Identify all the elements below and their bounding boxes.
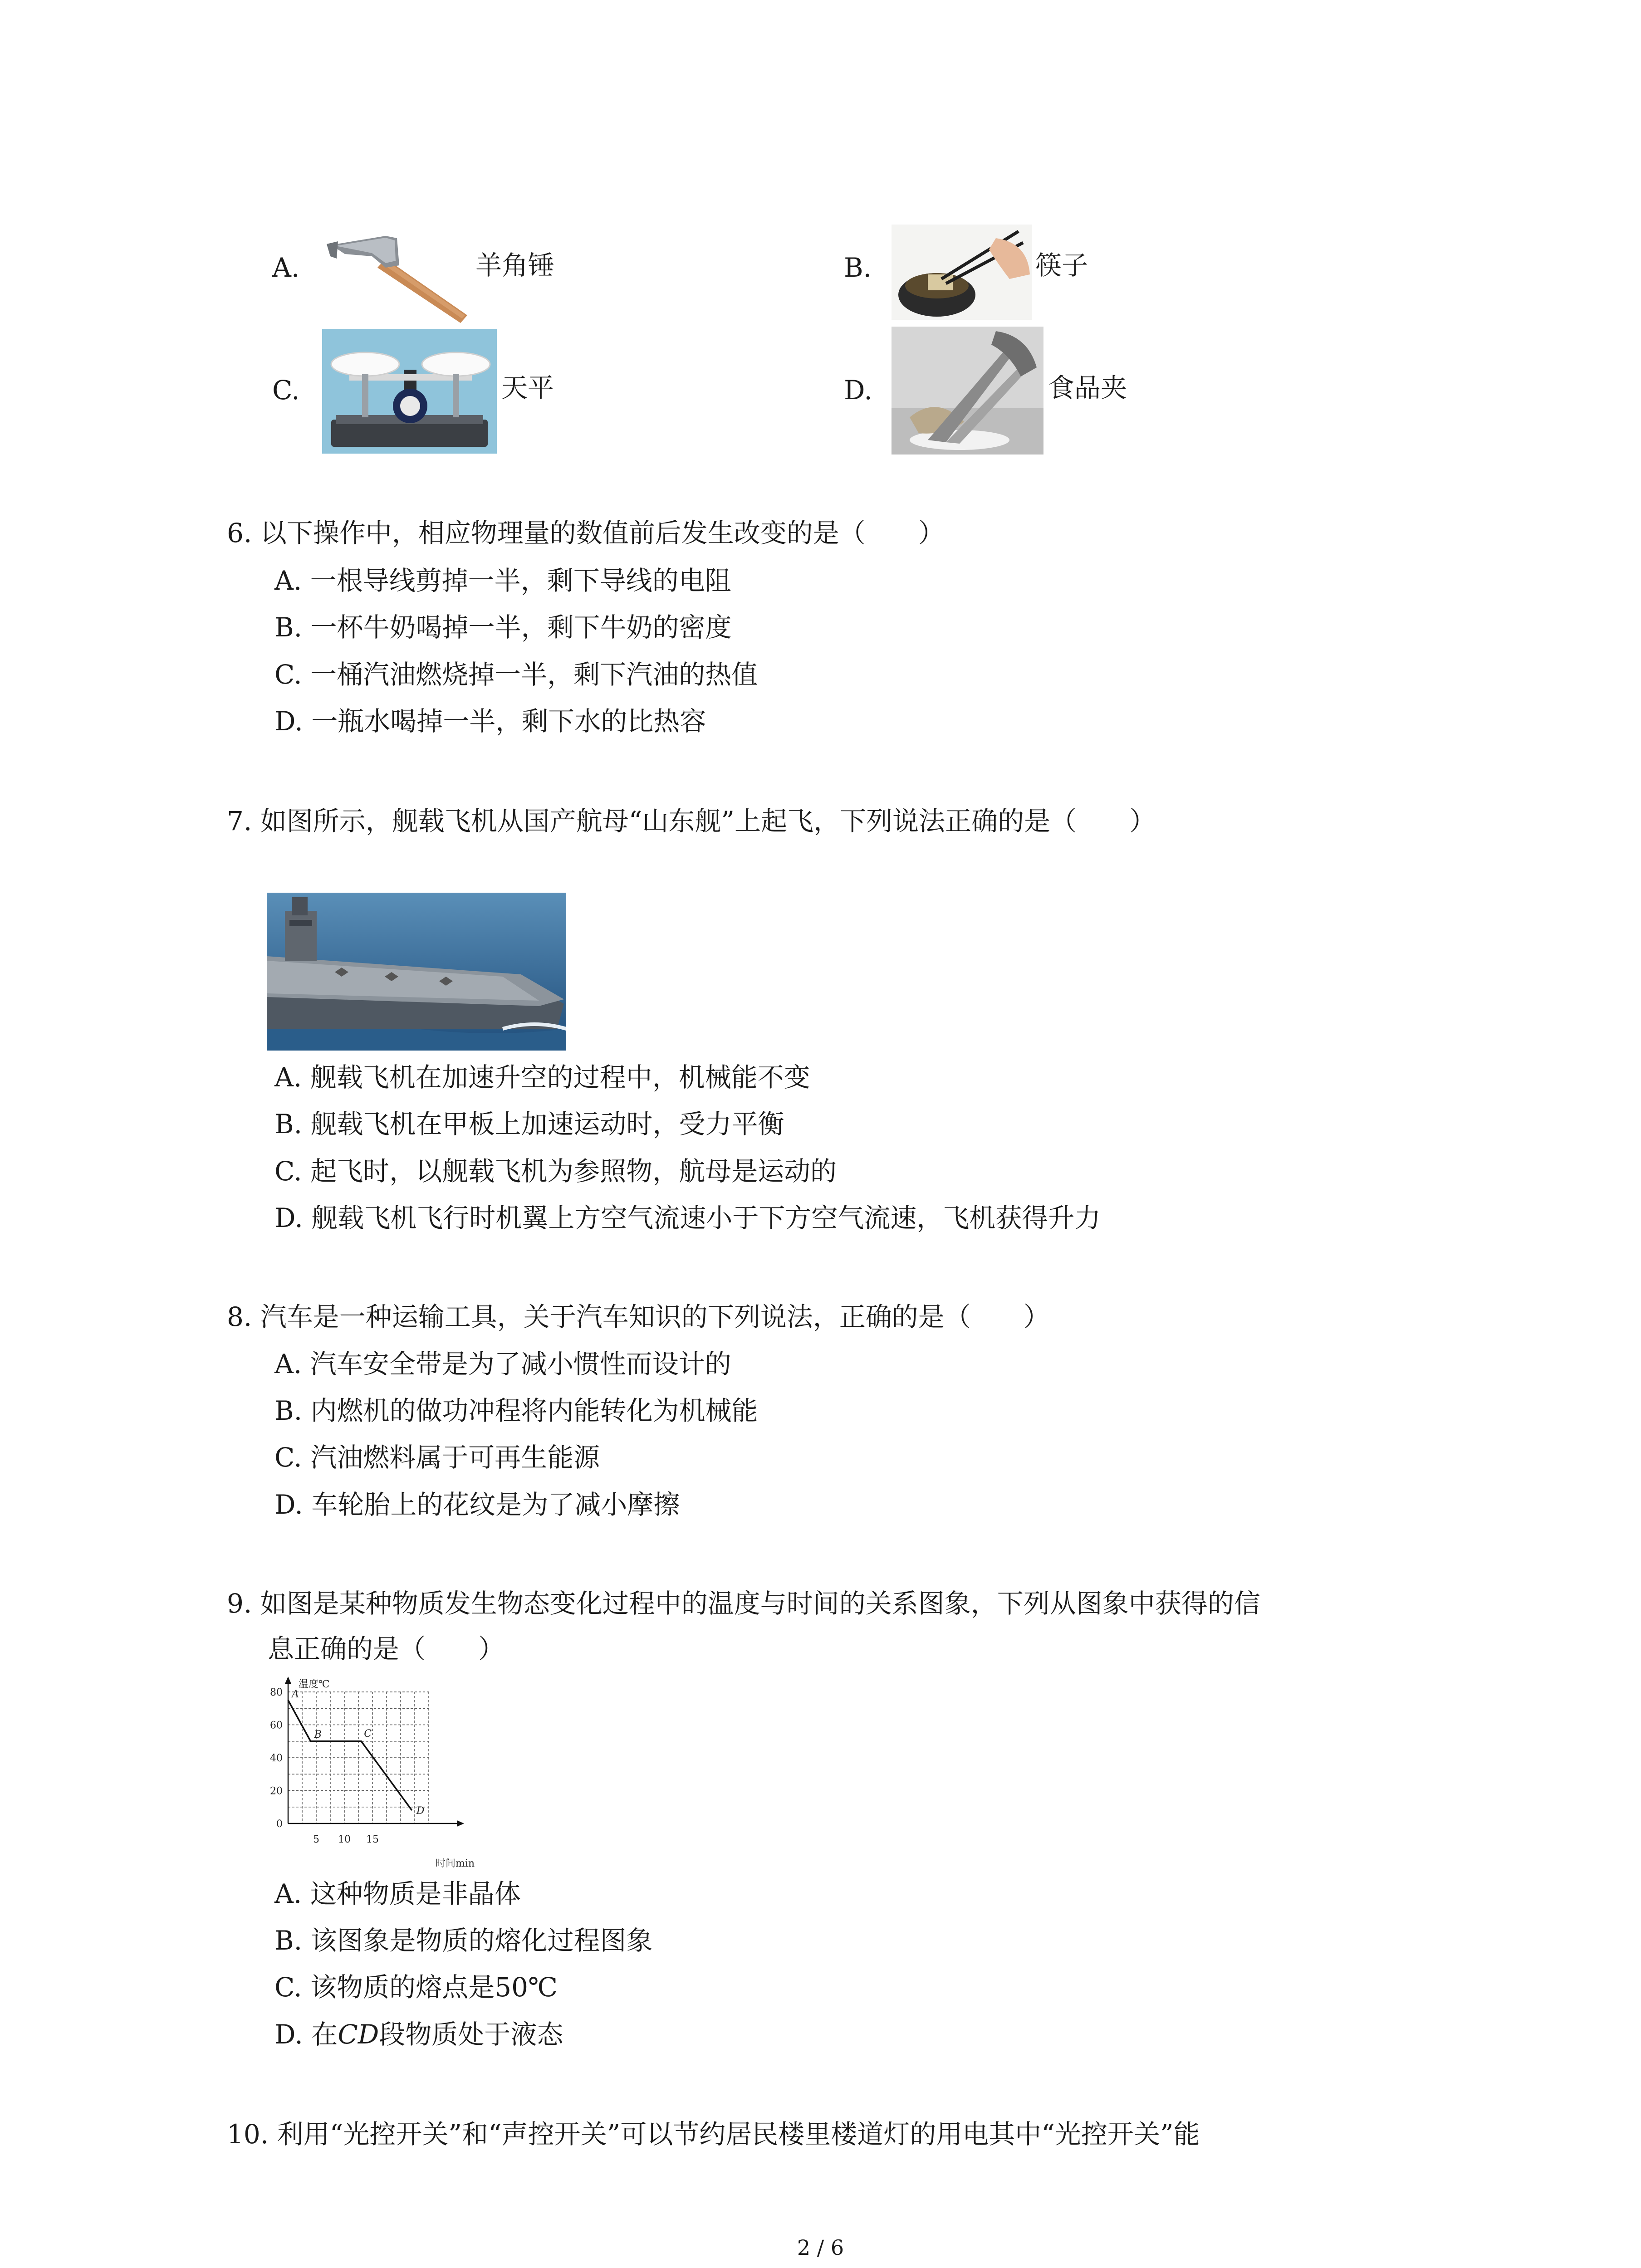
answer-option: B. 该图象是物质的熔化过程图象	[274, 1925, 653, 1956]
answer-option: A. 一根导线剪掉一半，剩下导线的电阻	[274, 565, 731, 596]
answer-option: A. 汽车安全带是为了减小惯性而设计的	[274, 1349, 731, 1379]
q5-option-letter: D.	[844, 375, 872, 406]
question-stem: 6. 以下操作中，相应物理量的数值前后发生改变的是（ ）	[227, 518, 945, 548]
page-number: 2 / 6	[797, 2235, 844, 2260]
answer-option: D. 一瓶水喝掉一半，剩下水的比热容	[274, 706, 706, 737]
x-tick-label: 15	[366, 1834, 379, 1845]
question-stem: 10. 利用“光控开关”和“声控开关”可以节约居民楼里楼道灯的用电其中“光控开关”能	[227, 2119, 1200, 2150]
question-stem-continued: 息正确的是（ ）	[268, 1633, 505, 1664]
answer-option: C. 汽油燃料属于可再生能源	[274, 1442, 600, 1473]
point-label-d: D	[416, 1805, 425, 1817]
q5-option-label: 天平	[501, 372, 554, 403]
answer-option: B. 内燃机的做功冲程将内能转化为机械能	[274, 1395, 758, 1426]
chart-svg	[254, 1674, 508, 1873]
q5-option-letter: B.	[844, 252, 872, 283]
answer-option: B. 一杯牛奶喝掉一半，剩下牛奶的密度	[274, 612, 732, 643]
answer-option: A. 舰载飞机在加速升空的过程中，机械能不变	[274, 1062, 810, 1093]
answer-option: C. 该物质的熔点是50℃	[274, 1972, 558, 2003]
x-tick-label: 10	[338, 1834, 351, 1845]
x-axis-title: 时间min	[436, 1858, 475, 1869]
y-tick-labels	[270, 1687, 283, 1830]
y-axis-arrow	[285, 1677, 291, 1684]
temperature-curve	[288, 1700, 412, 1810]
q5-option-letter: C.	[272, 375, 300, 406]
point-label-c: C	[364, 1728, 372, 1740]
option-suffix: 段物质处于液态	[379, 2019, 563, 2050]
y-tick-label: 80	[270, 1687, 283, 1698]
hammer-image	[318, 218, 472, 327]
answer-option: C. 起飞时，以舰载飞机为参照物，航母是运动的	[274, 1156, 837, 1187]
x-tick-label: 5	[313, 1834, 319, 1845]
y-tick-label: 20	[270, 1785, 283, 1797]
chart-axes	[285, 1677, 464, 1827]
point-labels	[291, 1689, 425, 1817]
point-label-b: B	[314, 1729, 322, 1740]
chart-series	[288, 1700, 412, 1810]
y-tick-label: 60	[270, 1720, 283, 1731]
q5-option-letter: A.	[272, 252, 300, 283]
q5-option-label: 羊角锤	[475, 250, 555, 281]
answer-option: C. 一桶汽油燃烧掉一半，剩下汽油的热值	[274, 659, 758, 690]
y-axis-title: 温度℃	[299, 1679, 330, 1690]
answer-option: D. 舰载飞机飞行时机翼上方空气流速小于下方空气流速，飞机获得升力	[274, 1202, 1101, 1233]
x-axis-arrow	[457, 1820, 464, 1827]
chopsticks-image	[892, 225, 1032, 320]
q5-option-label: 筷子	[1035, 250, 1088, 281]
option-prefix: D. 在	[274, 2019, 338, 2050]
balance-scale-image	[322, 329, 497, 454]
answer-option	[274, 2019, 563, 2050]
food-tongs-image	[892, 327, 1043, 455]
answer-option: B. 舰载飞机在甲板上加速运动时，受力平衡	[274, 1109, 784, 1139]
q5-option-label: 食品夹	[1048, 372, 1127, 403]
question-stem: 9. 如图是某种物质发生物态变化过程中的温度与时间的关系图象，下列从图象中获得的信	[227, 1588, 1260, 1619]
question-stem: 7. 如图所示，舰载飞机从国产航母“山东舰”上起飞，下列说法正确的是（ ）	[227, 806, 1156, 836]
point-label-a: A	[292, 1689, 299, 1701]
answer-option: A. 这种物质是非晶体	[274, 1878, 521, 1909]
aircraft-carrier-image	[267, 893, 566, 1051]
answer-option: D. 车轮胎上的花纹是为了减小摩擦	[274, 1489, 680, 1520]
x-tick-labels	[313, 1834, 379, 1845]
temperature-time-chart	[254, 1674, 508, 1873]
y-tick-label: 40	[270, 1753, 283, 1764]
question-stem: 8. 汽车是一种运输工具，关于汽车知识的下列说法，正确的是（ ）	[227, 1301, 1050, 1332]
y-tick-label: 0	[276, 1818, 283, 1830]
segment-label: CD	[338, 2019, 379, 2050]
